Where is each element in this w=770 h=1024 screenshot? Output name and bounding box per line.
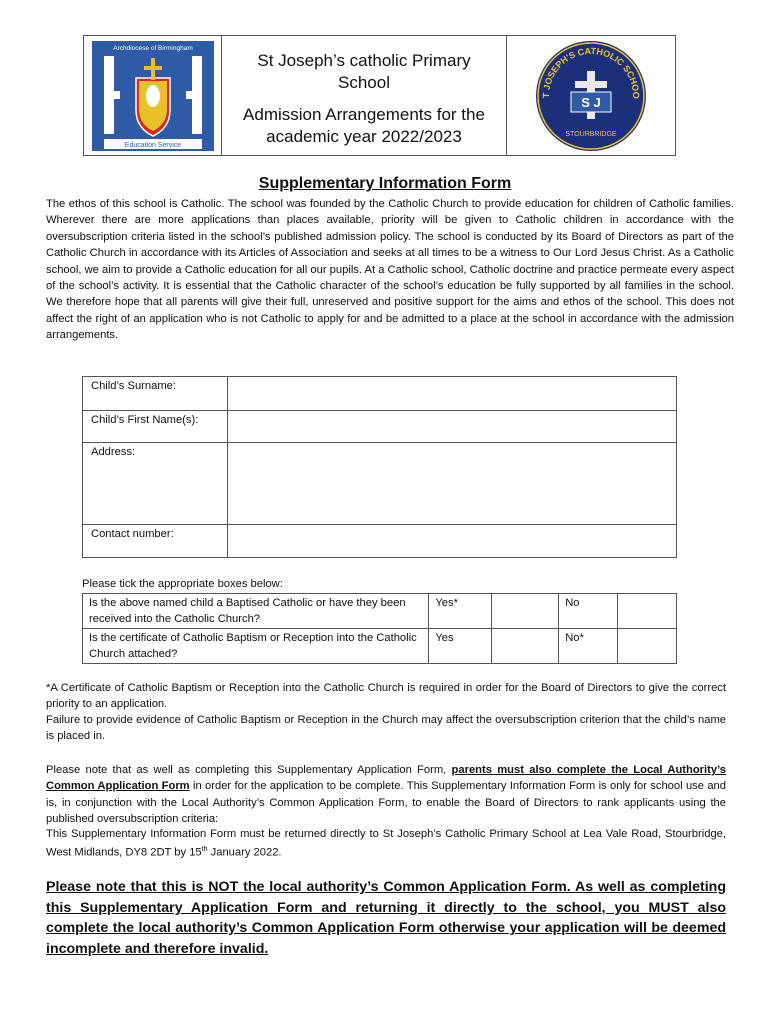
note-text-end: in order for the application to be complete. This Supplementary Information Form is only for school use and is, in conjunction with the Local Authority’s Common Application Form, to enable the Board of Directors to rank applicants using the published oversubscription criteria: [46, 780, 726, 826]
note-text-start: Please note that as well as completing this Supplementary Application Form, [46, 764, 452, 776]
catholic-status-table [82, 593, 677, 664]
no-label: No* [559, 629, 617, 664]
logo-bottom-text: Education Service [124, 142, 182, 149]
header-title-cell [221, 36, 507, 155]
common-form-note [46, 762, 726, 828]
tick-instruction: Please tick the appropriate boxes below: [82, 578, 283, 590]
logo-top-text: Archdiocese of Birmingham [113, 45, 193, 52]
address-label: Address: [83, 443, 228, 525]
return-note [46, 826, 726, 862]
certificate-note: *A Certificate of Catholic Baptism or Reception into the Catholic Church is required in order for the Board of Directors to give the correct priority to an application. [46, 682, 726, 711]
surname-row [83, 377, 677, 411]
note-emphasis: parents must also complete the Local Authority’s Common Application Form [46, 764, 726, 793]
surname-label: Child’s Surname: [83, 377, 228, 411]
yes-checkbox-baptised[interactable] [491, 594, 558, 629]
contact-label: Contact number: [83, 525, 228, 558]
crest-initials: S J [581, 95, 601, 110]
arrangements-line2: academic year 2022/2023 [266, 127, 462, 146]
school-logo-cell [506, 36, 675, 155]
surname-field[interactable] [228, 377, 677, 411]
question-baptised: Is the above named child a Baptised Catholic or have they been received into the Catholic Church? [83, 594, 429, 629]
crest-bottom-text: STOURBRIDGE [565, 131, 617, 138]
table-row [83, 594, 677, 629]
return-date-suffix: th [201, 846, 208, 854]
address-row [83, 443, 677, 525]
yes-label: Yes* [429, 594, 491, 629]
arrangements-line1: Admission Arrangements for the [243, 105, 485, 124]
contact-field[interactable] [228, 525, 677, 558]
address-field[interactable] [228, 443, 677, 525]
failure-note: Failure to provide evidence of Catholic Baptism or Reception in the Church may affect the oversubscription criterion that the child’s name is placed in. [46, 714, 726, 743]
child-details-table [82, 376, 677, 558]
question-certificate: Is the certificate of Catholic Baptism or Reception into the Catholic Church attached? [83, 629, 429, 664]
warning-paragraph: Please note that this is NOT the local authority’s Common Application Form. As well as completing this Supplementary Application Form and returning it directly to the school, you MUST also complete the local authority’s Common Application Form otherwise your application will be deemed incomplete and therefore invalid. [46, 879, 726, 957]
first-name-label: Child’s First Name(s): [83, 411, 228, 443]
form-title: Supplementary Information Form [258, 175, 512, 192]
crest-ring-text: T JOSEPH'S CATHOLIC SCHOO [540, 45, 642, 99]
table-row [83, 629, 677, 664]
archdiocese-logo [84, 36, 221, 155]
school-name-line1: St Joseph’s catholic Primary [257, 51, 471, 70]
first-name-row [83, 411, 677, 443]
school-crest-logo [507, 36, 675, 155]
first-name-field[interactable] [228, 411, 677, 443]
return-text-start: This Supplementary Information Form must be returned directly to St Joseph’s Catholic Primary School at Lea Vale Road, Stourbridge, West Midlands, DY8 2DT by 15 [46, 828, 726, 860]
yes-label: Yes [429, 629, 491, 664]
no-label: No [559, 594, 617, 629]
no-checkbox-certificate[interactable] [617, 629, 676, 664]
yes-checkbox-certificate[interactable] [491, 629, 558, 664]
no-checkbox-baptised[interactable] [617, 594, 676, 629]
contact-row [83, 525, 677, 558]
header-box [83, 35, 676, 156]
intro-paragraph: The ethos of this school is Catholic. The school was founded by the Catholic Church to provide education for children of Catholic families. Wherever there are more applications than places available, priority will be given to Catholic children in accordance with the oversubscription criteria listed in the school’s published admission policy. The school is conducted by its Board of Directors as part of the Catholic Church in accordance with its Articles of Association and seeks at all times to be a witness to Our Lord Jesus Christ. As a Catholic school, we aim to provide a Catholic education for all our pupils. At a Catholic school, Catholic doctrine and practice permeate every aspect of the school’s activity. It is essential that the Catholic character of the school’s education be fully supported by all families in the school. We therefore hope that all parents will give their full, unreserved and positive support for the aims and ethos of the school. This does not affect the right of an application who is not Catholic to apply for and be admitted to a place at the school in accordance with the admission arrangements. [46, 198, 734, 342]
archdiocese-logo-cell [84, 36, 222, 155]
school-name-line2: School [338, 73, 390, 92]
return-text-end: January 2022. [207, 847, 282, 860]
